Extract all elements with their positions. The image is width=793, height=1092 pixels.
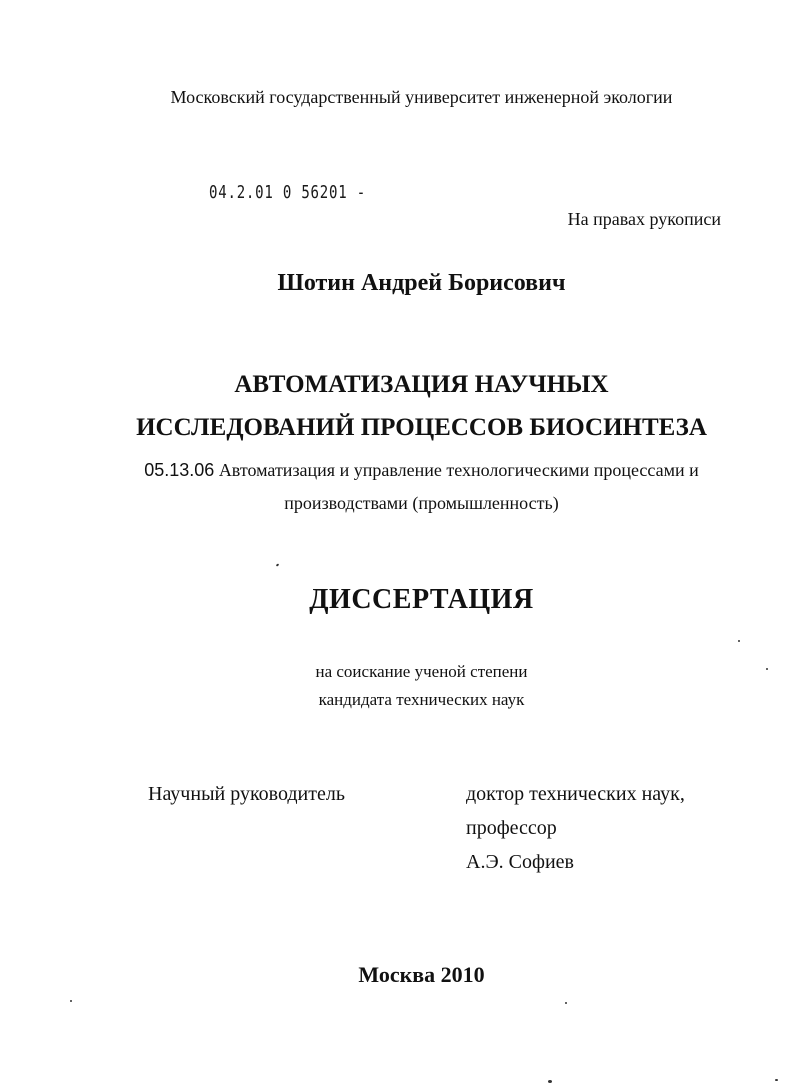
supervisor-degree: доктор технических наук, [466, 783, 685, 805]
scan-speck [276, 563, 280, 566]
dissertation-title-line-1: АВТОМАТИЗАЦИЯ НАУЧНЫХ [234, 371, 609, 398]
manuscript-rights-note: На правах рукописи [567, 209, 721, 229]
degree-line-2: кандидата технических наук [318, 690, 525, 709]
dissertation-title-line-2: ИССЛЕДОВАНИЙ ПРОЦЕССОВ БИОСИНТЕЗА [136, 414, 707, 441]
scan-speck [766, 668, 768, 670]
specialty-name-part-1: Автоматизация и управление технологическими процессами и [218, 460, 699, 480]
scan-speck [738, 640, 740, 642]
university-name: Московский государственный университет инженерной экологии [170, 87, 673, 107]
scan-speck [548, 1080, 552, 1083]
supervisor-rank: профессор [466, 817, 557, 839]
specialty-line-1 [0, 460, 793, 481]
specialty-code: 05.13.06 [144, 460, 215, 480]
author-name: Шотин Андрей Борисович [277, 270, 566, 296]
scan-speck [565, 1002, 567, 1004]
document-type: ДИССЕРТАЦИЯ [309, 584, 534, 615]
scan-speck [70, 1000, 72, 1002]
specialty-name-part-2: производствами (промышленность) [284, 493, 559, 513]
supervisor-label: Научный руководитель [148, 783, 345, 805]
degree-line-1: на соискание ученой степени [315, 662, 528, 681]
city-and-year: Москва 2010 [358, 962, 485, 987]
registration-code: 04.2.01 0 56201 - [209, 182, 366, 203]
supervisor-name: А.Э. Софиев [466, 851, 574, 873]
scan-speck [775, 1079, 778, 1081]
